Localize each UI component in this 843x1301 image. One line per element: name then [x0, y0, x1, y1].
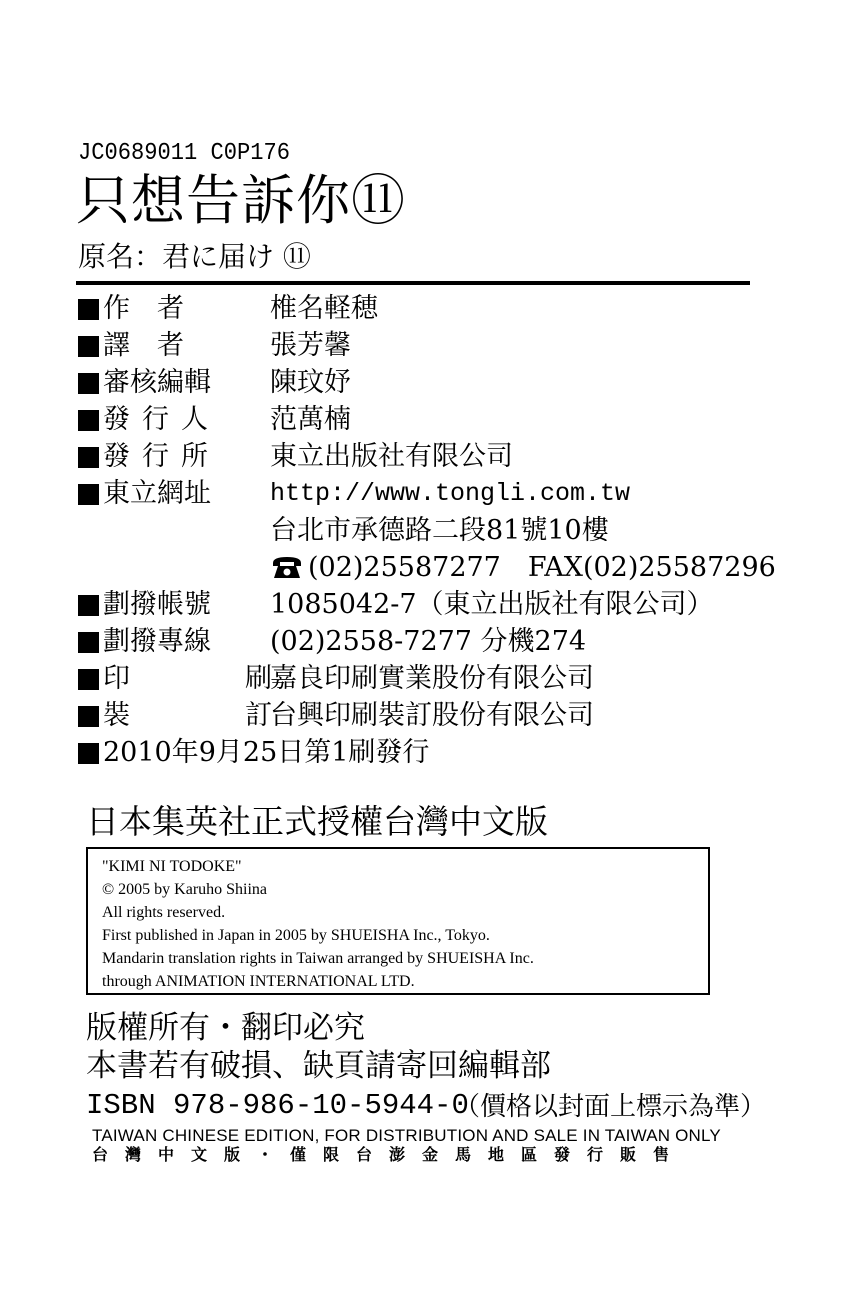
credit-value: 范萬楠: [270, 404, 351, 435]
rights-notice: 版權所有・翻印必究: [86, 1010, 365, 1046]
bullet-square-icon: [78, 410, 99, 431]
telephone-icon: [270, 554, 304, 580]
credit-row: [76, 586, 756, 623]
bullet-square-icon: [78, 706, 99, 727]
credit-label: 發行所: [103, 441, 220, 472]
book-title: 只想告訴你⑪: [76, 169, 406, 232]
credit-row: [76, 327, 756, 364]
credit-row: [76, 475, 756, 512]
isbn: ISBN 978-986-10-5944-0: [86, 1089, 469, 1122]
credit-value: 陳玟妤: [270, 367, 351, 398]
credit-row: [76, 401, 756, 438]
credit-row: [76, 697, 756, 734]
credit-value: 張芳馨: [270, 330, 351, 361]
credit-value: 台興印刷裝訂股份有限公司: [270, 700, 594, 731]
credit-row: [76, 660, 756, 697]
credit-label: 裝 訂: [103, 700, 316, 731]
print-date-row: [76, 734, 756, 771]
credit-value: 椎名軽穂: [270, 293, 378, 324]
credit-label: 譯 者: [103, 330, 184, 361]
credit-value: (02)2558-7277 分機274: [270, 626, 587, 657]
address: 台北市承德路二段81號10樓: [270, 515, 609, 546]
bullet-square-icon: [78, 595, 99, 616]
credit-label: 作 者: [103, 293, 184, 324]
credit-row: [76, 364, 756, 401]
credit-row: [76, 438, 756, 475]
credit-row: [76, 290, 756, 327]
bullet-square-icon: [78, 447, 99, 468]
copyright-box: [86, 847, 710, 995]
print-date: 2010年9月25日第1刷發行: [103, 737, 430, 768]
credits-list: [76, 290, 776, 771]
credit-label: 劃撥帳號: [103, 589, 211, 620]
authorization-notice: 日本集英社正式授權台灣中文版: [86, 802, 548, 841]
damaged-notice: 本書若有破損、缺頁請寄回編輯部: [86, 1048, 551, 1084]
bullet-square-icon: [78, 743, 99, 764]
copyright-line: All rights reserved.: [102, 904, 226, 921]
copyright-line: First published in Japan in 2005 by SHUEISHA Inc., Tokyo.: [102, 927, 490, 944]
price-notice: （價格以封面上標示為準）: [454, 1092, 767, 1122]
credit-label: 印 刷: [103, 663, 316, 694]
credit-label: 劃撥專線: [103, 626, 211, 657]
credit-row: [76, 623, 756, 660]
credit-label: 東立網址: [103, 478, 211, 509]
edition-notice-zh: 台灣中文版・僅限台澎金馬地區發行販售: [92, 1145, 687, 1164]
bullet-square-icon: [78, 299, 99, 320]
credit-label: 發行人: [103, 404, 220, 435]
bullet-square-icon: [78, 373, 99, 394]
bullet-square-icon: [78, 632, 99, 653]
bullet-square-icon: [78, 336, 99, 357]
website-url[interactable]: http://www.tongli.com.tw: [270, 479, 631, 508]
catalog-code: JC0689011 C0P176: [78, 140, 291, 167]
bullet-square-icon: [78, 484, 99, 505]
copyright-line: © 2005 by Karuho Shiina: [102, 881, 268, 898]
address-row: [76, 512, 756, 549]
copyright-line: through ANIMATION INTERNATIONAL LTD.: [102, 973, 415, 990]
phone-fax: (02)25587277 FAX(02)25587296: [308, 552, 776, 583]
phone-row: [76, 549, 776, 586]
credit-value: 1085042-7（東立出版社有限公司）: [270, 589, 714, 620]
original-title: 原名：君に届け ⑪: [78, 240, 311, 273]
credit-value: 東立出版社有限公司: [270, 441, 513, 472]
credit-label: 審核編輯: [103, 367, 211, 398]
divider: [76, 281, 750, 285]
copyright-line: Mandarin translation rights in Taiwan arranged by SHUEISHA Inc.: [102, 950, 534, 967]
bullet-square-icon: [78, 669, 99, 690]
copyright-line: "KIMI NI TODOKE": [102, 858, 242, 875]
phone-line: [270, 549, 776, 586]
edition-notice-en: TAIWAN CHINESE EDITION, FOR DISTRIBUTION AND SALE IN TAIWAN ONLY: [92, 1126, 721, 1145]
credit-value: 嘉良印刷實業股份有限公司: [270, 663, 594, 694]
